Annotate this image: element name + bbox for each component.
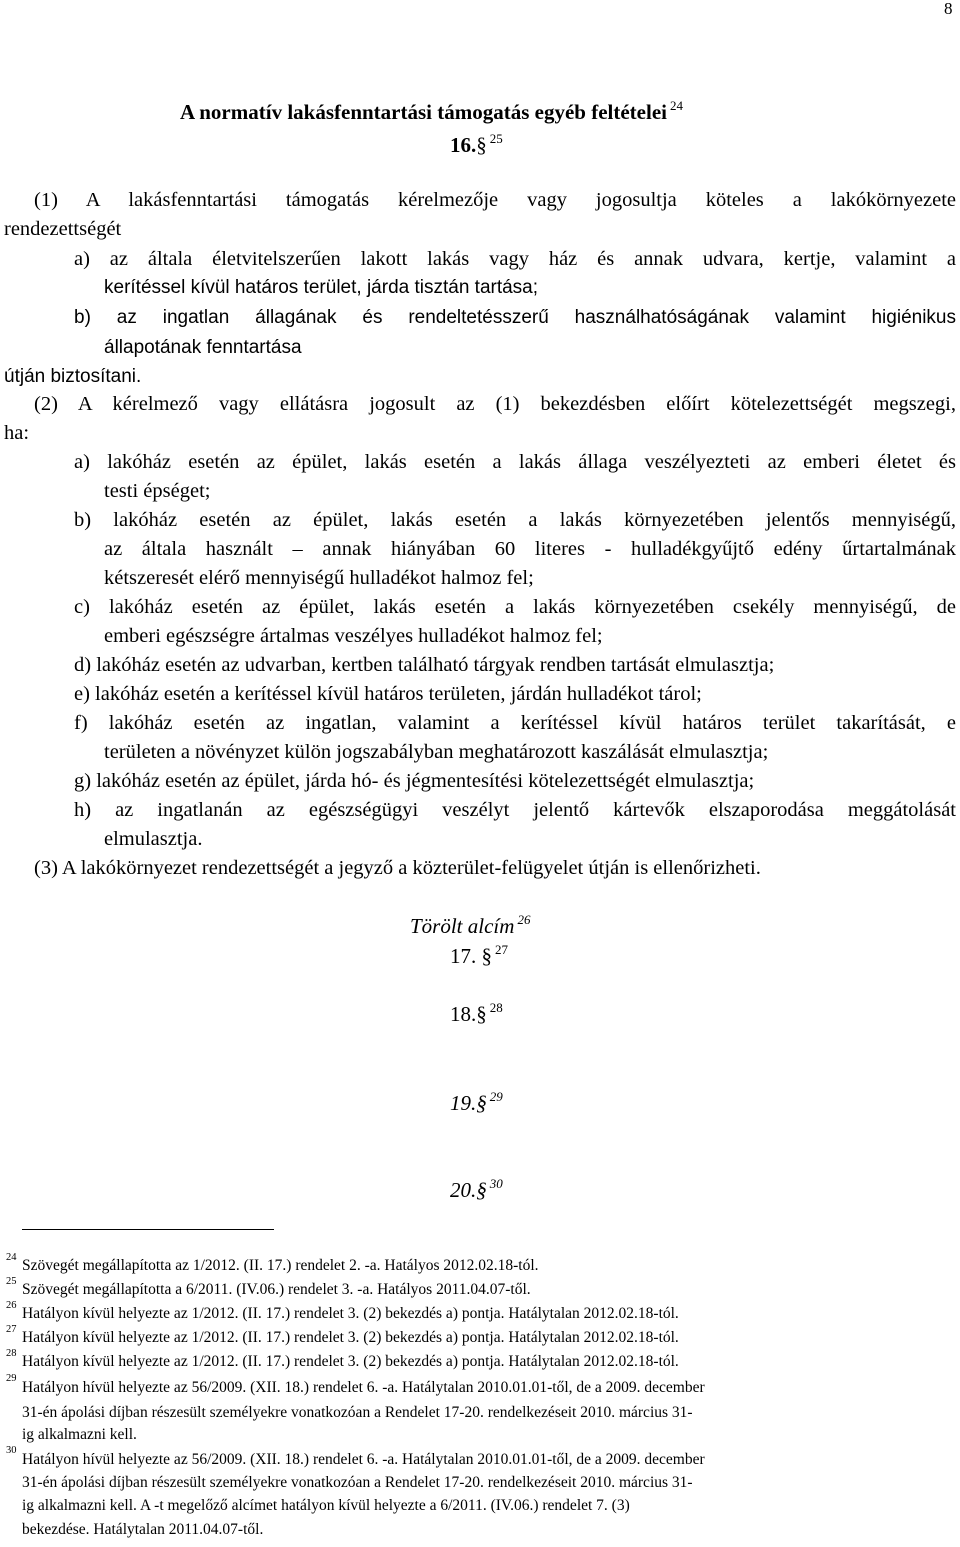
list-item-g: g) lakóház esetén az épület, járda hó- és jégmentesítési kötelezettségét elmulasztja; bbox=[74, 770, 755, 792]
section-sign-icon: § bbox=[481, 944, 492, 968]
footnote-number: 29 bbox=[6, 1373, 17, 1384]
section-number: 19. bbox=[450, 1091, 477, 1115]
footnote-text: Hatályon hívül helyezte az 56/2009. (XII. 18.) rendelet 6. -a. Hatálytalan 2010.01.01-től, de a 2009. december bbox=[22, 1379, 705, 1396]
list-item-a: a) az általa életvitelszerűen lakott lakás vagy ház és annak udvara, kertje, valamint a bbox=[74, 248, 956, 270]
page-number: 8 bbox=[944, 0, 953, 18]
text-line: kerítéssel kívül határos terület, járda tisztán tartása; bbox=[104, 277, 539, 298]
section-heading-20 bbox=[450, 1176, 503, 1202]
footnote-text: bekezdése. Hatálytalan 2011.04.07-től. bbox=[22, 1521, 264, 1538]
section-number: 18. bbox=[450, 1002, 477, 1026]
footnote-text: Szövegét megállapította a 6/2011. (IV.06.) rendelet 3. -a. Hatályos 2011.04.07-től. bbox=[22, 1281, 531, 1298]
section-number: 17. bbox=[450, 944, 477, 968]
section-sign-icon: § bbox=[476, 1091, 487, 1115]
footnote-ref[interactable]: 27 bbox=[495, 942, 508, 957]
section-heading-18 bbox=[450, 1000, 503, 1026]
footnote-number: 27 bbox=[6, 1324, 17, 1335]
footnote-number: 24 bbox=[6, 1252, 17, 1263]
footnote-text: ig alkalmazni kell. A -t megelőző alcímet hatályon kívül helyezte a 6/2011. (IV.06.) rendelet 7. (3) bbox=[22, 1497, 630, 1514]
footnote-text: Hatályon kívül helyezte az 1/2012. (II. 17.) rendelet 3. (2) bekezdés a) pontja. Hatálytalan 2012.02.18-tól. bbox=[22, 1329, 679, 1346]
footnote-text: Hatályon hívül helyezte az 56/2009. (XII. 18.) rendelet 6. -a. Hatálytalan 2010.01.01-től, de a 2009. december bbox=[22, 1451, 705, 1468]
text-line: emberi egészségre ártalmas veszélyes hulladékot halmoz fel; bbox=[104, 625, 603, 647]
text-line: elmulasztja. bbox=[104, 828, 203, 850]
footnote-number: 28 bbox=[6, 1348, 17, 1359]
text-line: rendezettségét bbox=[4, 218, 122, 240]
list-item-e: e) lakóház esetén a kerítéssel kívül határos területen, járdán hulladékot tárol; bbox=[74, 683, 702, 705]
footnote-ref[interactable]: 24 bbox=[670, 98, 683, 113]
footnote-text: Szövegét megállapította az 1/2012. (II. 17.) rendelet 2. -a. Hatályos 2012.02.18-tól. bbox=[22, 1257, 539, 1274]
footnote-number: 30 bbox=[6, 1445, 17, 1456]
footnote-separator bbox=[22, 1229, 274, 1230]
footnote-ref[interactable]: 30 bbox=[489, 1176, 503, 1191]
footnote-ref[interactable]: 29 bbox=[489, 1089, 503, 1104]
text-line: útján biztosítani. bbox=[4, 366, 142, 387]
section-heading-19 bbox=[450, 1089, 503, 1115]
section-sign-icon: § bbox=[476, 1178, 487, 1202]
section-heading-16 bbox=[450, 131, 503, 157]
text-line: területen a növényzet külön jogszabályban meghatározott kaszálását elmulasztja; bbox=[104, 741, 769, 763]
deleted-subtitle bbox=[410, 912, 531, 938]
text-line: az általa használt – annak hiányában 60 literes - hulladékgyűjtő edény űrtartalmának bbox=[104, 538, 956, 560]
text-line: (1) A lakásfenntartási támogatás kérelmezője vagy jogosultja köteles a lakókörnyezete bbox=[34, 189, 956, 211]
footnote-ref[interactable]: 26 bbox=[517, 912, 531, 927]
section-number: 16. bbox=[450, 133, 477, 157]
footnote-ref[interactable]: 28 bbox=[489, 1000, 503, 1015]
deleted-subtitle-text: Törölt alcím bbox=[410, 914, 515, 938]
list-item-h: h) az ingatlanán az egészségügyi veszélyt jelentő kártevők elszaporodása meggátolását bbox=[74, 799, 956, 821]
section-sign-icon: § bbox=[476, 1002, 487, 1026]
list-item-c: c) lakóház esetén az épület, lakás esetén a lakás környezetében csekély mennyiségű, de bbox=[74, 596, 956, 618]
page-title-text: A normatív lakásfenntartási támogatás egyéb feltételei bbox=[180, 100, 667, 124]
section-heading-17 bbox=[450, 942, 508, 968]
text-line: ha: bbox=[4, 422, 30, 444]
list-item-b: b) lakóház esetén az épület, lakás esetén a lakás környezetében jelentős mennyiségű, bbox=[74, 509, 956, 531]
list-item-d: d) lakóház esetén az udvarban, kertben található tárgyak rendben tartását elmulasztja; bbox=[74, 654, 775, 676]
text-line: kétszeresét elérő mennyiségű hulladékot halmoz fel; bbox=[104, 567, 534, 589]
text-line: állapotának fenntartása bbox=[104, 337, 302, 358]
paragraph-3: (3) A lakókörnyezet rendezettségét a jegyző a közterület-felügyelet útján is ellenőrizheti. bbox=[34, 857, 761, 879]
section-sign-icon: § bbox=[476, 133, 487, 157]
text-line: (2) A kérelmező vagy ellátásra jogosult az (1) bekezdésben előírt kötelezettségét megszegi, bbox=[34, 393, 956, 415]
text-line: testi épséget; bbox=[104, 480, 211, 502]
list-item-a: a) lakóház esetén az épület, lakás esetén a lakás állaga veszélyezteti az emberi életet és bbox=[74, 451, 956, 473]
footnote-text: Hatályon kívül helyezte az 1/2012. (II. 17.) rendelet 3. (2) bekezdés a) pontja. Hatálytalan 2012.02.18-tól. bbox=[22, 1353, 679, 1370]
list-item-b: b) az ingatlan állagának és rendeltetésszerű használhatóságának valamint higiénikus bbox=[74, 307, 956, 328]
footnote-ref[interactable]: 25 bbox=[489, 131, 503, 146]
footnote-text: Hatályon kívül helyezte az 1/2012. (II. 17.) rendelet 3. (2) bekezdés a) pontja. Hatálytalan 2012.02.18-tól. bbox=[22, 1305, 679, 1322]
footnote-number: 25 bbox=[6, 1276, 17, 1287]
page-title bbox=[180, 98, 683, 124]
section-number: 20. bbox=[450, 1178, 477, 1202]
list-item-f: f) lakóház esetén az ingatlan, valamint a kerítéssel kívül határos terület takarítását, e bbox=[74, 712, 956, 734]
footnote-number: 26 bbox=[6, 1300, 17, 1311]
footnote-text: 31-én ápolási díjban részesült személyekre vonatkozóan a Rendelet 17-20. rendelkezéseit 2010. március 31- bbox=[22, 1474, 693, 1491]
footnote-text: ig alkalmazni kell. bbox=[22, 1426, 137, 1443]
footnote-text: 31-én ápolási díjban részesült személyekre vonatkozóan a Rendelet 17-20. rendelkezéseit 2010. március 31- bbox=[22, 1404, 693, 1421]
